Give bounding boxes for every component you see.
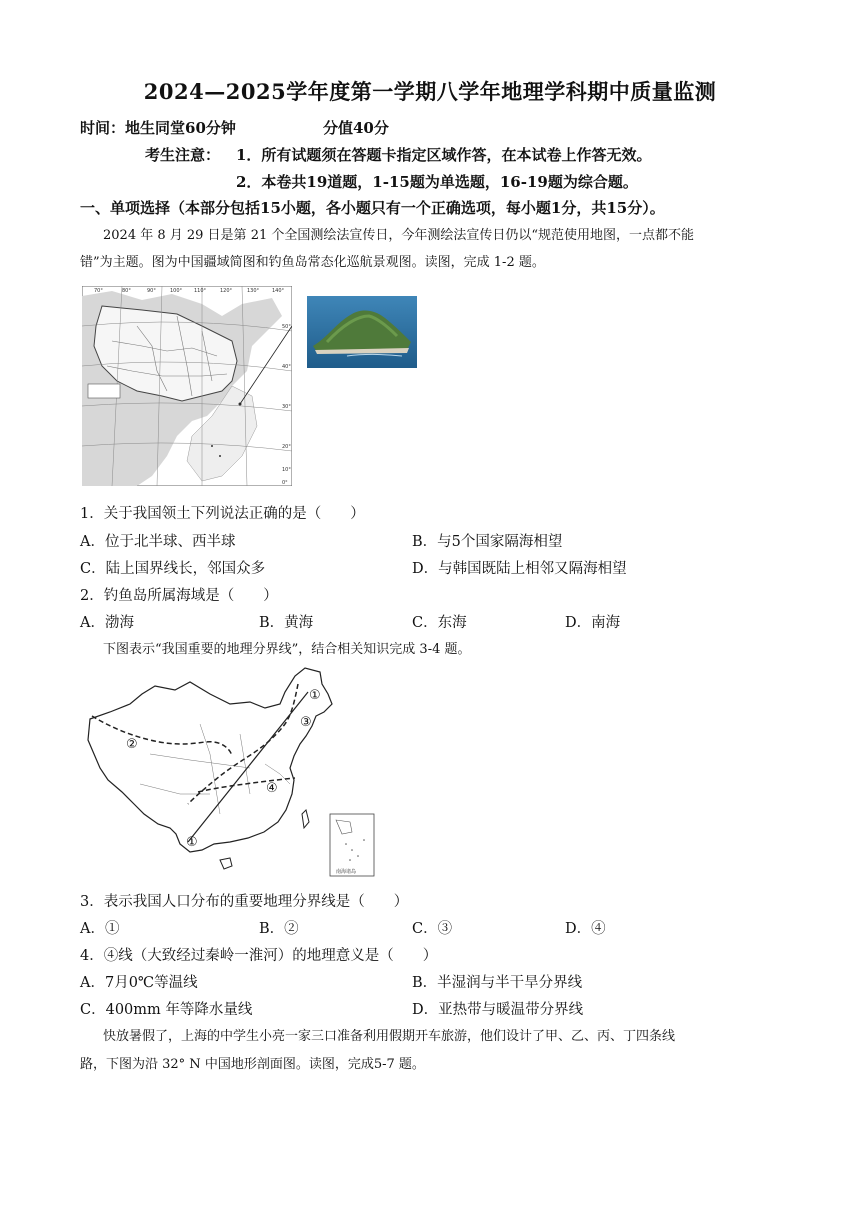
inset-label: 南海诸岛: [336, 869, 357, 875]
map1-lon-130: 130°: [247, 288, 260, 294]
q3-option-d[interactable]: D．④: [565, 921, 606, 937]
map1-lon-90: 90°: [147, 288, 156, 294]
map1-lon-140: 140°: [272, 288, 285, 294]
exam-time: 时间：地生同堂60分钟: [80, 119, 236, 137]
map1-lon-120: 120°: [220, 288, 233, 294]
page-title: 2024—2025学年度第一学期八学年地理学科期中质量监测: [143, 79, 717, 104]
intro-paragraph-a-line1: 2024 年 8 月 29 日是第 21 个全国测绘法宣传日，今年测绘法宣传日仍以“规范使用地图，一点都不能: [103, 228, 695, 243]
q2-option-d[interactable]: D．南海: [565, 615, 621, 631]
map2-label-1-south: ①: [186, 835, 198, 850]
q4-option-a[interactable]: A．7月0℃等温线: [80, 975, 198, 991]
q1-option-b[interactable]: B．与5个国家隔海相望: [412, 534, 563, 550]
map1-lon-100: 100°: [170, 288, 183, 294]
q2-option-b[interactable]: B．黄海: [259, 615, 314, 631]
notice-1: 1．所有试题须在答题卡指定区域作答，在本试卷上作答无效。: [236, 146, 652, 164]
q3-option-b[interactable]: B．②: [259, 921, 299, 937]
exam-score: 分值40分: [323, 119, 389, 137]
q4-option-b[interactable]: B．半湿润与半干旱分界线: [412, 975, 583, 991]
china-territory-map: [82, 286, 292, 486]
map1-lat-30: 30°: [282, 404, 291, 410]
map1-lat-40: 40°: [282, 364, 291, 370]
map1-lat-0: 0°: [282, 480, 288, 486]
q1-option-a[interactable]: A．位于北半球、西半球: [80, 534, 236, 550]
diaoyu-island-photo: [307, 296, 417, 368]
q1-stem: 1．关于我国领土下列说法正确的是（ ）: [80, 506, 365, 522]
q4-stem: 4．④线（大致经过秦岭一淮河）的地理意义是（ ）: [80, 948, 438, 964]
map1-lat-20: 20°: [282, 444, 291, 450]
map1-lat-50: 50°: [282, 324, 291, 330]
q2-option-a[interactable]: A．渤海: [80, 615, 134, 631]
q3-option-c[interactable]: C．③: [412, 921, 453, 937]
notice-2: 2．本卷共19道题，1-15题为单选题，16-19题为综合题。: [236, 173, 638, 191]
q2-option-c[interactable]: C．东海: [412, 615, 467, 631]
map2-label-1-north: ①: [309, 688, 321, 703]
q1-option-d[interactable]: D．与韩国既陆上相邻又隔海相望: [412, 561, 627, 577]
map1-lon-80: 80°: [122, 288, 131, 294]
intro-paragraph-c-line2: 路，下图为沿 32° N 中国地形剖面图。读图，完成5-7 题。: [80, 1057, 425, 1072]
intro-paragraph-b: 下图表示“我国重要的地理分界线”，结合相关知识完成 3-4 题。: [103, 642, 471, 657]
q3-stem: 3．表示我国人口分布的重要地理分界线是（ ）: [80, 894, 409, 910]
map2-label-4: ④: [266, 781, 278, 796]
map2-label-2: ②: [126, 737, 138, 752]
q1-option-c[interactable]: C．陆上国界线长，邻国众多: [80, 561, 266, 577]
map1-lat-10: 10°: [282, 467, 291, 473]
map1-lon-110: 110°: [194, 288, 207, 294]
boundary-lines-map: [80, 664, 380, 880]
intro-paragraph-c-line1: 快放暑假了，上海的中学生小亮一家三口准备利用假期开车旅游，他们设计了甲、乙、丙、丁四条线: [103, 1029, 676, 1044]
q2-stem: 2．钓鱼岛所属海域是（ ）: [80, 588, 278, 604]
q4-option-d[interactable]: D．亚热带与暖温带分界线: [412, 1002, 584, 1018]
intro-paragraph-a-line2: 错”为主题。图为中国疆域简图和钓鱼岛常态化巡航景观图。读图，完成 1-2 题。: [80, 255, 545, 270]
q4-option-c[interactable]: C．400mm 年等降水量线: [80, 1002, 253, 1018]
map2-label-3: ③: [300, 715, 312, 730]
q3-option-a[interactable]: A．①: [80, 921, 120, 937]
section-heading: 一、单项选择（本部分包括15小题，各小题只有一个正确选项，每小题1分，共15分）。: [80, 199, 665, 217]
notice-label: 考生注意：: [145, 146, 221, 164]
map1-lon-70: 70°: [94, 288, 103, 294]
